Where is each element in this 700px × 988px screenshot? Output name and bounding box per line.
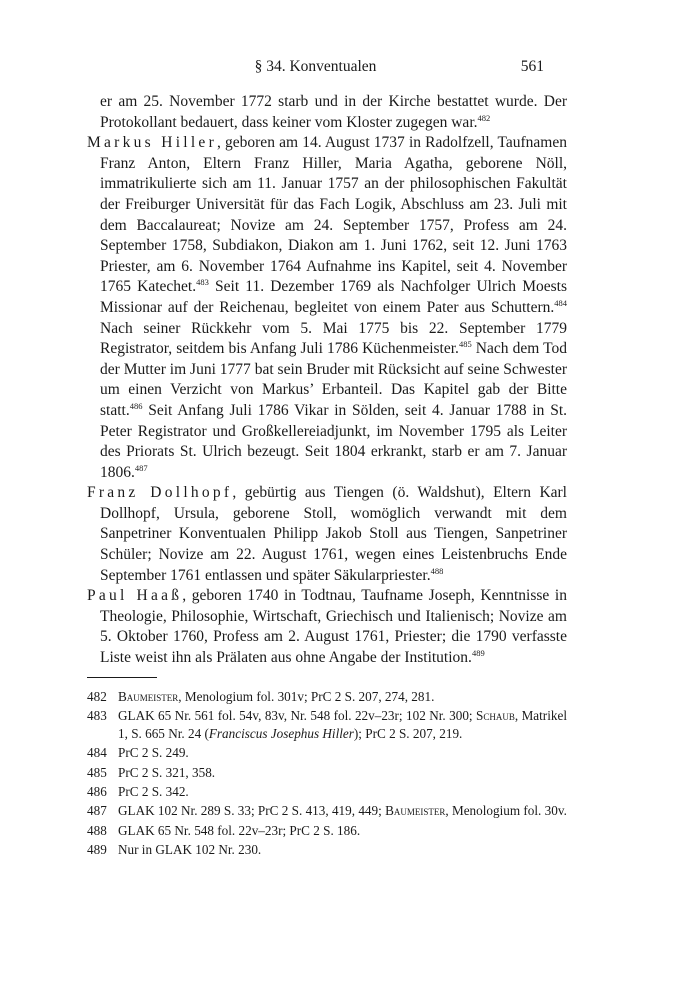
- running-title: § 34. Konventualen: [254, 58, 377, 75]
- footnote: [87, 822, 567, 839]
- footnote-number: 489: [87, 842, 107, 858]
- citation-text: , Menologium fol. 30v.: [445, 803, 567, 819]
- footnote: [87, 802, 567, 819]
- footnote-ref: 482: [477, 112, 491, 123]
- footnote-ref: 484: [554, 297, 567, 308]
- entry-text: , gebürtig aus Tiengen (ö. Waldshut), Eltern Karl Dollhopf, Ursula, geborene Stoll, womöglich verwandt mit dem Sanpetriner Konventualen Philipp Jakob Stoll aus Tiengen, Sanpetriner Schüler; Novize am 22. August 1761, wegen eines Leistenbruchs Ende September 1761 entlassen und später Säkularpriester.: [100, 484, 567, 584]
- footnote-rule: [87, 677, 157, 678]
- footnote: [87, 688, 567, 705]
- person-name: Paul Haaß: [87, 587, 183, 605]
- footnote: [87, 764, 567, 781]
- continued-paragraph: [87, 92, 567, 133]
- author-name: Baumeister: [385, 803, 446, 819]
- paragraph-text: er am 25. November 1772 starb und in der Kirche bestattet wurde. Der Protokollant bedauert, dass keiner vom Kloster zugegen war.: [100, 93, 567, 131]
- citation-text: , Matrikel 1, S. 665 Nr. 24 (: [118, 708, 567, 741]
- entry-text: Seit 11. Dezember 1769 als Nachfolger Ulrich Moests Missionar auf der Reichenau, begleitet von einem Pater aus Schuttern.: [100, 278, 567, 316]
- biography-entry: [87, 133, 567, 483]
- footnote-ref: 485: [458, 339, 472, 350]
- footnote-ref: 487: [134, 462, 148, 473]
- entry-text: Nach dem Tod der Mutter im Juni 1777 bat sein Bruder mit Rücksicht auf seine Schwester um einen Verzicht von Markus’ Erbanteil. Das Kapitel gab der Bitte statt.: [100, 340, 567, 419]
- footnote: [87, 707, 567, 742]
- footnote-number: 482: [87, 689, 107, 704]
- biography-entry: [87, 483, 567, 586]
- author-name: Schaub: [476, 708, 515, 724]
- entry-text: , geboren 1740 in Todtnau, Taufname Joseph, Kenntnisse in Theologie, Philosophie, Wirtschaft, Griechisch und Italienisch; Novize am 5. Oktober 1760, Profess am 2. August 1761, Priester; die 1790 verfasste Liste weist ihn als Prälaten aus ohne Angabe der Institution.: [100, 587, 567, 667]
- footnote-ref: 486: [129, 400, 143, 411]
- footnote-number: 484: [87, 745, 107, 761]
- citation-text: GLAK 65 Nr. 548 fol. 22v–23r; PrC 2 S. 186.: [118, 822, 361, 838]
- footnote-text: [118, 764, 567, 781]
- footnote-ref: 483: [196, 277, 209, 288]
- citation-text: GLAK 65 Nr. 561 fol. 54v, 83v, Nr. 548 fol. 22v–23r; 102 Nr. 300;: [118, 708, 476, 724]
- running-header: [87, 58, 544, 82]
- biography-entry: [87, 586, 567, 668]
- footnote-number: 485: [87, 764, 107, 780]
- citation-text: , Menologium fol. 301v; PrC 2 S. 207, 274, 281.: [178, 689, 435, 704]
- footnote-ref: 489: [471, 648, 485, 659]
- entry-text: Nach seiner Rückkehr vom 5. Mai 1775 bis 22. September 1779 Registrator, seitdem bis Anfang Juli 1786 Küchenmeister.: [100, 319, 567, 358]
- footnote-number: 483: [87, 708, 107, 724]
- citation-text: PrC 2 S. 321, 358.: [118, 764, 216, 780]
- citation-text: GLAK 102 Nr. 289 S. 33; PrC 2 S. 413, 419, 449;: [118, 803, 386, 819]
- footnotes: [87, 688, 567, 861]
- footnote-text: [118, 783, 567, 800]
- person-name: Markus Hiller: [87, 134, 217, 152]
- main-text: [87, 92, 567, 669]
- entry-text: , geboren am 14. August 1737 in Radolfzell, Taufnamen Franz Anton, Eltern Franz Hiller, Maria Agatha, geborene Nöll, immatrikulierte sich am 11. Januar 1757 an der philosophischen Fakultät der Freiburger Universität für das Fach Logik, Abschluss am 23. Juli mit dem Baccalaureat; Novize am 24. September 1757, Profess am 24. September 1758, Subdiakon, Diakon am 1. Juni 1762, seit 12. Juni 1763 Priester, am 6. November 1764 Aufnahme ins Kapitel, seit 4. November 1765 Katechet.: [100, 134, 567, 296]
- footnote-text: [118, 707, 567, 742]
- person-name: Franz Dollhopf: [87, 484, 233, 502]
- footnote-text: [118, 744, 567, 761]
- entry-text: Seit Anfang Juli 1786 Vikar in Sölden, seit 4. Januar 1788 in St. Peter Registrator und Großkellereiadjunkt, im November 1795 als Leiter des Priorats St. Ulrich bezeugt. Seit 1804 erkrankt, starb er am 7. Januar 1806.: [100, 401, 567, 481]
- citation-text: ); PrC 2 S. 207, 219.: [353, 725, 463, 741]
- citation-text: PrC 2 S. 249.: [118, 745, 189, 761]
- footnote-number: 488: [87, 822, 107, 838]
- footnote-number: 486: [87, 784, 107, 800]
- footnote-text: [118, 822, 567, 839]
- footnote-ref: 488: [430, 565, 444, 576]
- footnote-number: 487: [87, 803, 107, 819]
- author-name: Baumeister: [118, 689, 179, 704]
- footnote-text: [118, 802, 567, 819]
- footnote: [87, 744, 567, 761]
- footnote: [87, 841, 567, 858]
- citation-text: PrC 2 S. 342.: [118, 784, 189, 800]
- footnote-text: [118, 841, 567, 858]
- latin-name: Franciscus Josephus Hiller: [208, 725, 354, 741]
- page-number: 561: [520, 58, 544, 75]
- footnote: [87, 783, 567, 800]
- citation-text: Nur in GLAK 102 Nr. 230.: [118, 842, 262, 858]
- entry-list: [87, 133, 567, 668]
- footnote-text: [118, 688, 567, 705]
